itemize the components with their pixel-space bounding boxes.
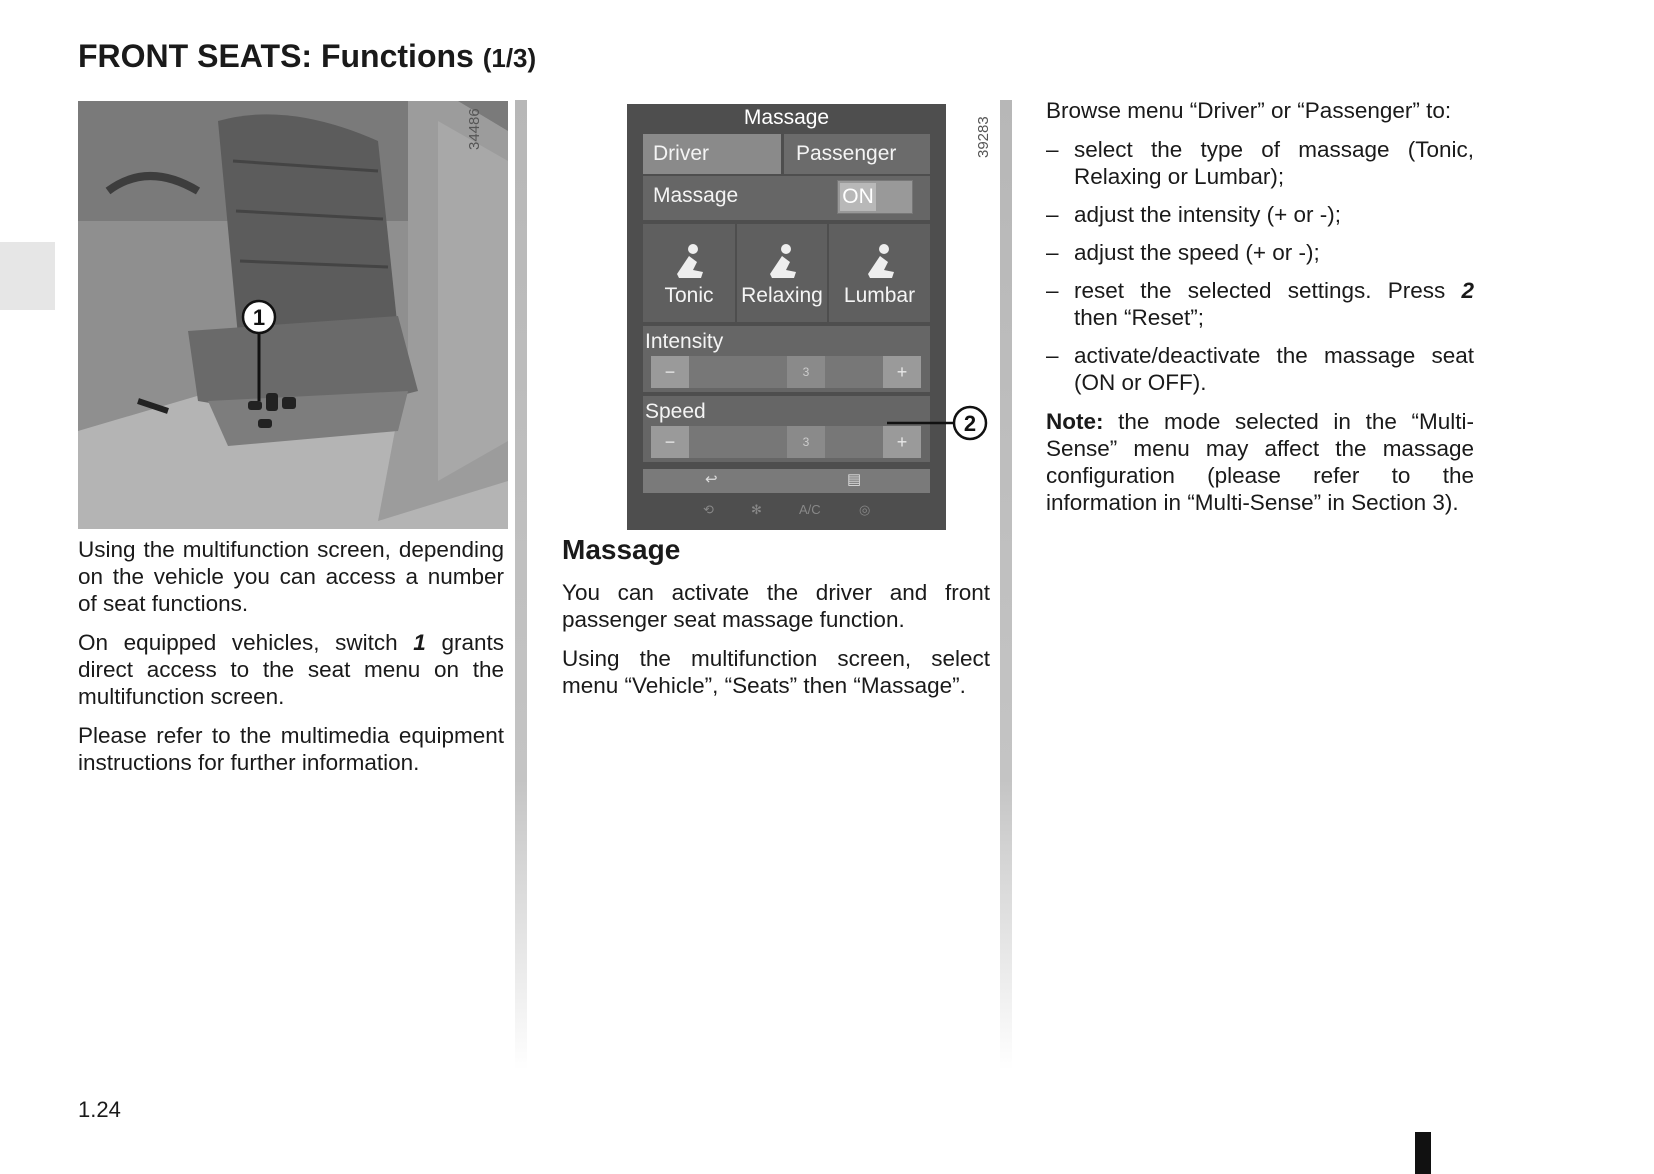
speed-label: Speed bbox=[645, 400, 706, 423]
seat-drawing bbox=[78, 101, 508, 529]
tab-passenger[interactable]: Passenger bbox=[784, 134, 930, 174]
col1-paragraph-2 bbox=[78, 629, 504, 710]
seat-illustration bbox=[78, 101, 508, 529]
tonic-seat-icon bbox=[667, 240, 711, 284]
footer-icon-1: ⟲ bbox=[703, 502, 714, 517]
list-item: – adjust the speed (+ or -); bbox=[1046, 239, 1474, 266]
column-3-text bbox=[1046, 97, 1474, 528]
note-paragraph bbox=[1046, 408, 1474, 516]
col2-paragraph-1: You can activate the driver and front passenger seat massage function. bbox=[562, 580, 990, 632]
footer-icon-2: ✻ bbox=[751, 502, 762, 517]
speed-plus-button[interactable]: + bbox=[883, 426, 921, 458]
col1-paragraph-3: Please refer to the multimedia equipment instructions for further information. bbox=[78, 723, 504, 775]
page-title bbox=[78, 38, 536, 75]
mode-lumbar-label: Lumbar bbox=[843, 284, 916, 307]
col2-paragraph-2: Using the multifunction screen, select menu “Vehicle”, “Seats” then “Massage”. bbox=[562, 646, 990, 698]
massage-toggle[interactable] bbox=[837, 180, 913, 214]
list-item: – activate/deactivate the massage seat (ON or OFF). bbox=[1046, 342, 1474, 396]
screen-bottom-bar bbox=[643, 469, 930, 493]
reset-text: reset the selected settings. Press bbox=[1074, 278, 1462, 303]
col3-intro: Browse menu “Driver” or “Passenger” to: bbox=[1046, 98, 1452, 123]
mode-tonic-label: Tonic bbox=[664, 284, 714, 307]
screen-callout bbox=[887, 403, 989, 443]
screen-title: Massage bbox=[743, 106, 830, 129]
chapter-tab bbox=[0, 242, 55, 310]
screen-figure-ref: 39283 bbox=[975, 116, 992, 158]
intensity-plus-button[interactable]: + bbox=[883, 356, 921, 388]
col1-paragraph-1: Using the multifunction screen, depending on the vehicle you can access a number of seat functions. bbox=[78, 537, 504, 616]
col1-p2-before: On equipped vehicles, switch bbox=[78, 630, 414, 655]
column-divider-1 bbox=[515, 100, 527, 1070]
list-item: – select the type of massage (Tonic, Relaxing or Lumbar); bbox=[1046, 136, 1474, 190]
list-item: – adjust the intensity (+ or -); bbox=[1046, 201, 1474, 228]
tab-driver[interactable]: Driver bbox=[643, 134, 781, 174]
footer-icon-4: ◎ bbox=[859, 502, 871, 517]
screen-footer-icons bbox=[643, 502, 930, 524]
mode-tonic[interactable] bbox=[643, 224, 735, 322]
page-title-part: (1/3) bbox=[482, 43, 537, 73]
list-item bbox=[1046, 277, 1474, 331]
screen-callout-number: 2 bbox=[963, 411, 977, 436]
relaxing-seat-icon bbox=[760, 240, 804, 284]
page-number: 1.24 bbox=[78, 1097, 121, 1122]
mode-relaxing-label: Relaxing bbox=[741, 284, 823, 307]
seat-figure-ref: 34486 bbox=[466, 108, 483, 150]
mode-relaxing[interactable] bbox=[737, 224, 827, 322]
toggle-on-label: ON bbox=[840, 183, 876, 211]
back-icon[interactable]: ↩ bbox=[705, 471, 718, 488]
footer-icon-3: A/C bbox=[799, 502, 821, 517]
intensity-level: 3 bbox=[787, 356, 825, 388]
speed-slider[interactable] bbox=[651, 426, 921, 458]
reset-reference: 2 bbox=[1461, 278, 1474, 303]
column-1-text bbox=[78, 536, 504, 788]
speed-minus-button[interactable]: − bbox=[651, 426, 689, 458]
note-label: Note: bbox=[1046, 409, 1104, 434]
column-2-text bbox=[562, 533, 990, 711]
massage-row-label: Massage bbox=[653, 184, 739, 207]
page-title-text: FRONT SEATS: Functions bbox=[78, 38, 474, 74]
intensity-label: Intensity bbox=[645, 330, 724, 353]
massage-heading: Massage bbox=[562, 534, 681, 565]
note-text: the mode selected in the “Multi-Sense” menu may affect the massage configuration (please refer to the information in “Multi-Sense” in Section 3). bbox=[1046, 409, 1474, 515]
mode-lumbar[interactable] bbox=[829, 224, 930, 322]
lumbar-seat-icon bbox=[858, 240, 902, 284]
massage-screen-illustration bbox=[627, 104, 946, 530]
seat-callout-number: 1 bbox=[252, 305, 266, 330]
massage-options-list bbox=[1046, 136, 1474, 396]
speed-level: 3 bbox=[787, 426, 825, 458]
col1-p2-after: grants direct access to the seat menu on the multifunction screen. bbox=[78, 630, 504, 709]
section-edge-marker bbox=[1415, 1132, 1431, 1174]
switch-reference: 1 bbox=[413, 630, 426, 655]
intensity-minus-button[interactable]: − bbox=[651, 356, 689, 388]
intensity-slider[interactable] bbox=[651, 356, 921, 388]
menu-icon[interactable]: ▤ bbox=[847, 471, 862, 488]
column-divider-2 bbox=[1000, 100, 1012, 1070]
reset-text-after: then “Reset”; bbox=[1074, 305, 1205, 330]
